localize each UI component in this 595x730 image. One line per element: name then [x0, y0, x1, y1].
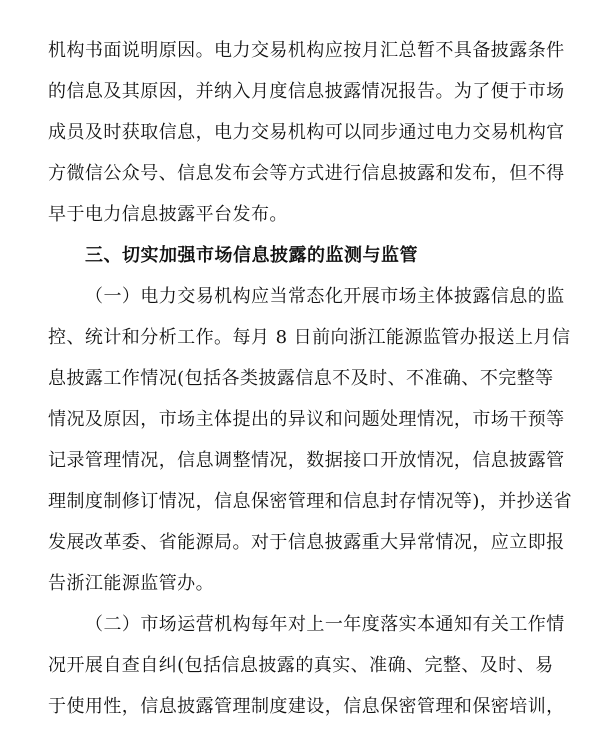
paragraph-2-line-7: 发展改革委、省能源局。对于信息披露重大异常情况，应立即报 [48, 532, 565, 553]
paragraph-1-line-2: 的信息及其原因，并纳入月度信息披露情况报告。为了便于市场 [48, 81, 565, 102]
paragraph-1-line-1: 机构书面说明原因。电力交易机构应按月汇总暂不具备披露条件 [48, 40, 565, 61]
paragraph-2-line-5: 记录管理情况，信息调整情况，数据接口开放情况，信息披露管 [48, 450, 565, 471]
section-heading: 三、切实加强市场信息披露的监测与监管 [85, 245, 418, 266]
paragraph-1-line-4: 方微信公众号、信息发布会等方式进行信息披露和发布，但不得 [48, 163, 565, 184]
paragraph-2-line-1: （一）电力交易机构应当常态化开展市场主体披露信息的监 [85, 286, 565, 307]
paragraph-1-line-5: 早于电力信息披露平台发布。 [48, 204, 288, 225]
paragraph-3-line-1: （二）市场运营机构每年对上一年度落实本通知有关工作情 [85, 614, 565, 635]
paragraph-3-line-2: 况开展自查自纠(包括信息披露的真实、准确、完整、及时、易 [48, 655, 554, 676]
paragraph-2-line-4: 情况及原因，市场主体提出的异议和问题处理情况，市场干预等 [48, 409, 565, 430]
paragraph-3-line-3: 于使用性，信息披露管理制度建设，信息保密管理和保密培训， [48, 696, 565, 717]
paragraph-2-line-3: 息披露工作情况(包括各类披露信息不及时、不准确、不完整等 [48, 368, 554, 389]
paragraph-2-line-8: 告浙江能源监管办。 [48, 573, 215, 594]
paragraph-2-line-6: 理制度制修订情况，信息保密管理和信息封存情况等)，并抄送省 [48, 491, 573, 512]
paragraph-1-line-3: 成员及时获取信息，电力交易机构可以同步通过电力交易机构官 [48, 122, 565, 143]
paragraph-2-line-2: 控、统计和分析工作。每月 8 日前向浙江能源监管办报送上月信 [48, 327, 571, 348]
